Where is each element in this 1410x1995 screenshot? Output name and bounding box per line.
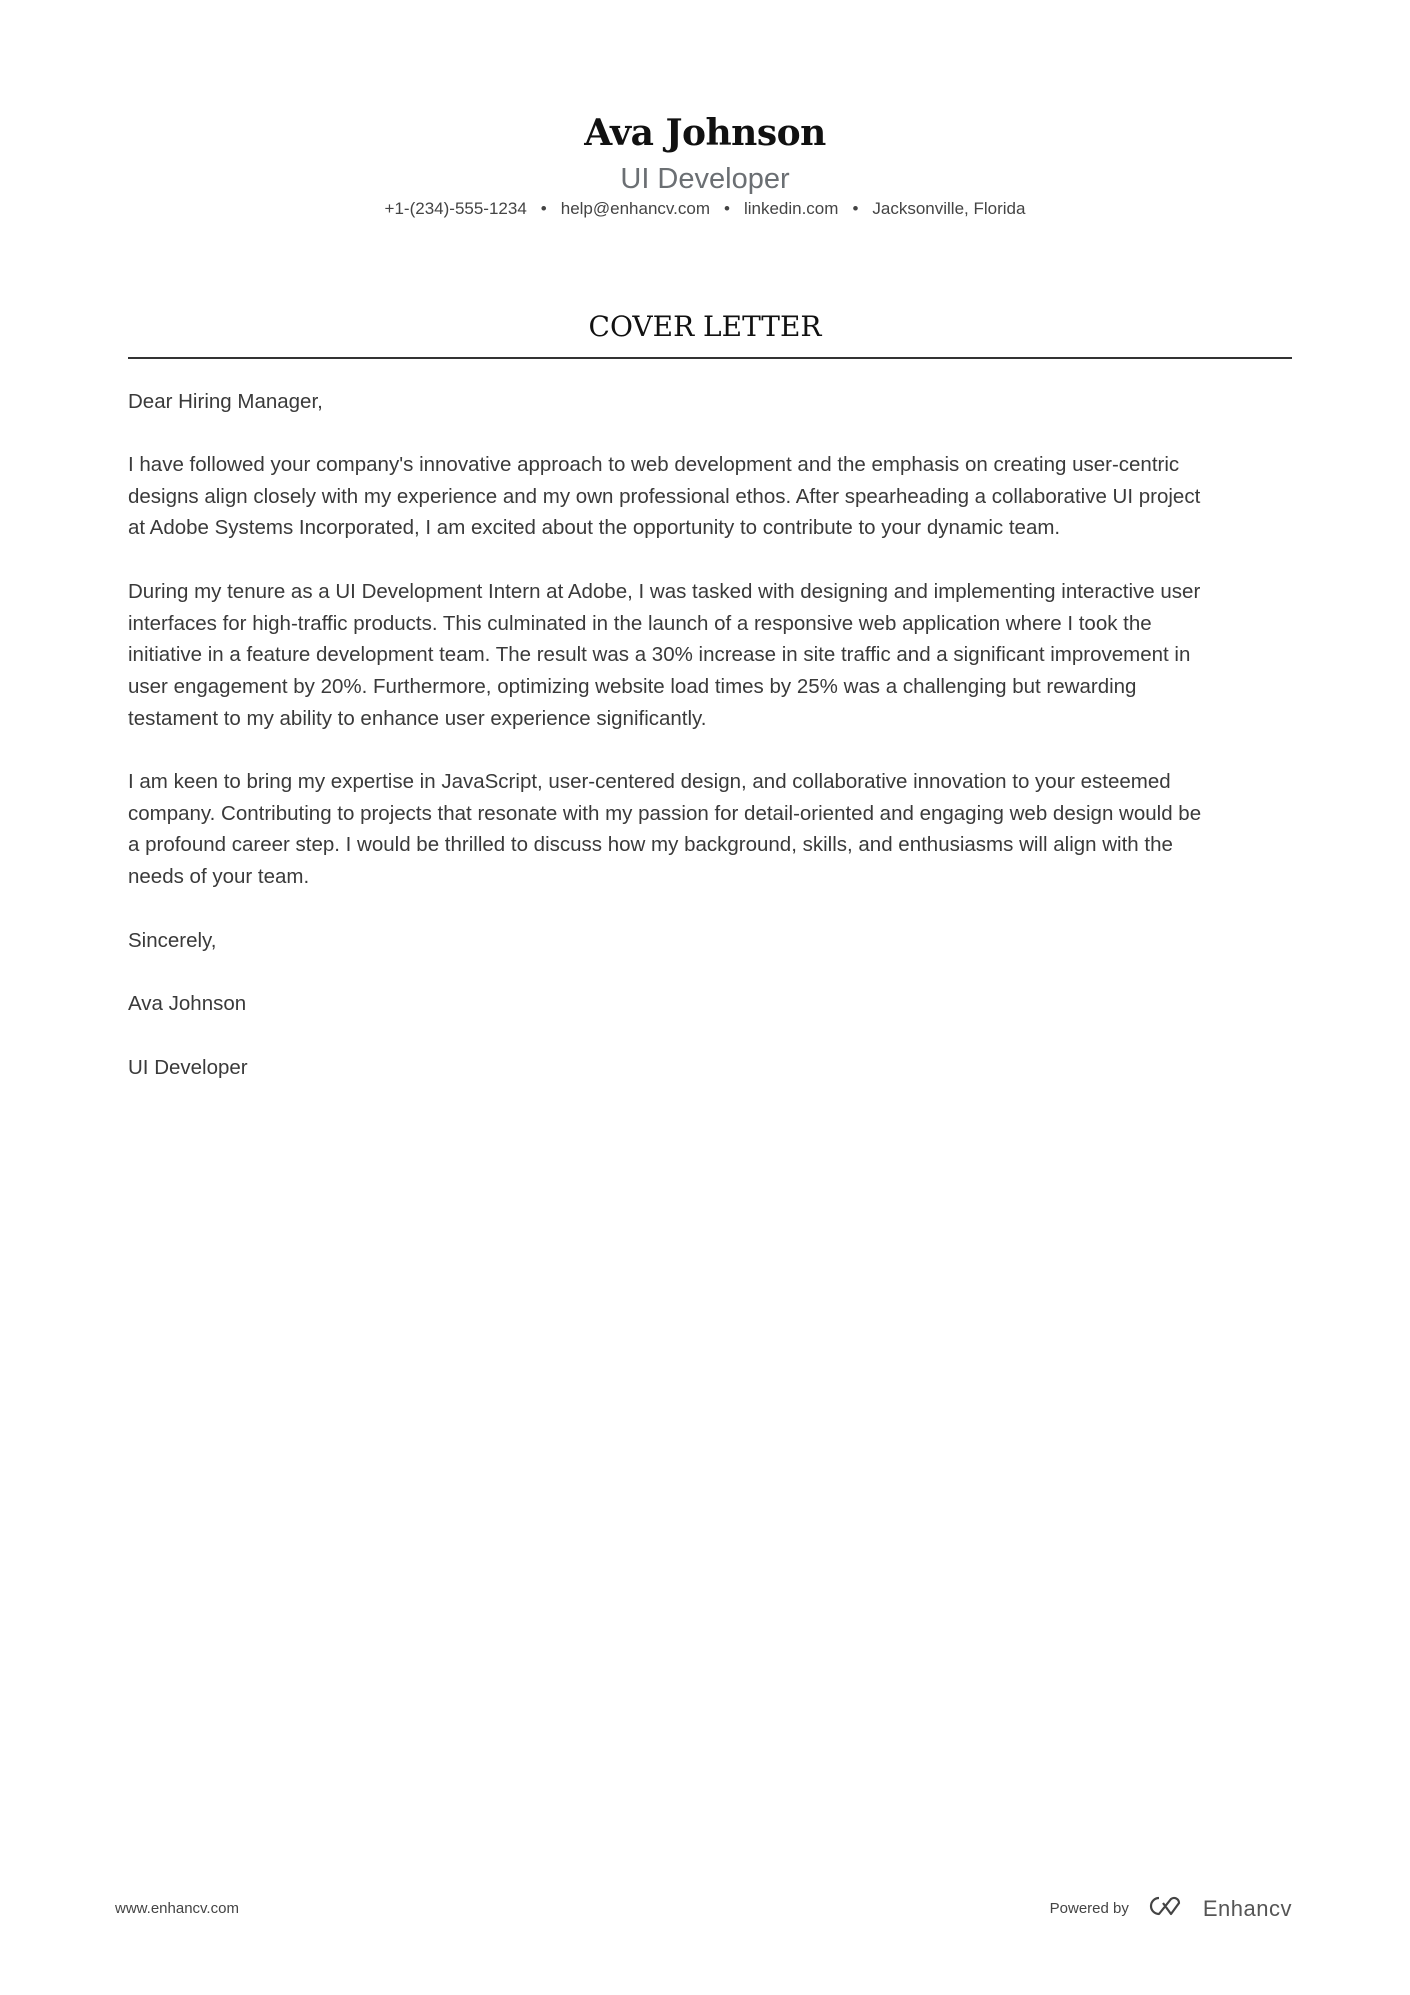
text-line: designs align closely with my experience and my own professional ethos. After spearheading a collaborative UI project xyxy=(128,484,1201,508)
text-line: I am keen to bring my expertise in JavaScript, user-centered design, and collaborative innovation to your esteemed xyxy=(128,770,1171,793)
separator: • xyxy=(540,199,547,218)
text-line: needs of your team. xyxy=(128,865,310,889)
applicant-name: Ava Johnson xyxy=(584,112,826,154)
paragraph-1 xyxy=(128,449,1292,544)
enhancv-logo-icon xyxy=(1143,1893,1189,1924)
text-line: at Adobe Systems Incorporated, I am excited about the opportunity to contribute to your dynamic team. xyxy=(128,516,1061,540)
phone: +1-(234)-555-1234 xyxy=(384,199,527,218)
footer-website-link[interactable]: www.enhancv.com xyxy=(115,1900,239,1917)
section-heading: COVER LETTER xyxy=(588,310,822,343)
linkedin: linkedin.com xyxy=(743,199,839,218)
paragraph-2 xyxy=(128,576,1292,735)
signature-title: UI Developer xyxy=(128,1056,248,1079)
contact-line xyxy=(0,199,1410,219)
email: help@enhancv.com xyxy=(560,199,710,218)
separator: • xyxy=(852,199,859,218)
text-line: initiative in a feature development team. The result was a 30% increase in site traffic and a significant improvement in xyxy=(128,643,1191,667)
separator: • xyxy=(723,199,730,218)
text-line: a profound career step. I would be thrilled to discuss how my background, skills, and enthusiasms will align with the xyxy=(128,833,1173,857)
powered-by-badge[interactable] xyxy=(1050,1893,1292,1924)
signature-name: Ava Johnson xyxy=(128,992,247,1015)
text-line: company. Contributing to projects that resonate with my passion for detail-oriented and engaging web design would be xyxy=(128,801,1202,825)
text-line: user engagement by 20%. Furthermore, optimizing website load times by 25% was a challenging but rewarding xyxy=(128,675,1137,699)
location: Jacksonville, Florida xyxy=(872,199,1026,218)
text-line: interfaces for high-traffic products. This culminated in the launch of a responsive web application where I took the xyxy=(128,611,1152,635)
text-line: testament to my ability to enhance user experience significantly. xyxy=(128,706,707,730)
applicant-title: UI Developer xyxy=(620,163,790,195)
text-line: I have followed your company's innovative approach to web development and the emphasis on creating user-centric xyxy=(128,453,1180,476)
text-line: During my tenure as a UI Development Intern at Adobe, I was tasked with designing and implementing interactive user xyxy=(128,580,1201,603)
powered-by-label: Powered by xyxy=(1049,1900,1129,1917)
greeting: Dear Hiring Manager, xyxy=(128,390,323,413)
closing: Sincerely, xyxy=(128,929,217,952)
heading-divider xyxy=(128,357,1292,359)
brand-name: Enhancv xyxy=(1202,1895,1292,1921)
paragraph-3 xyxy=(128,766,1292,893)
